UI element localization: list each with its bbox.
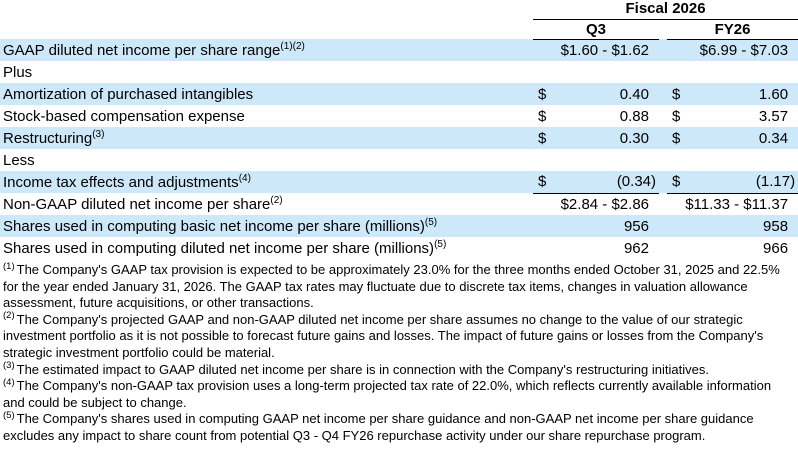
empty-cells (533, 149, 798, 171)
table-row (0, 193, 798, 215)
q3-value: $2.84 - $2.86 (560, 195, 649, 213)
footnote-reference: (4) (238, 172, 251, 184)
table-row (0, 105, 798, 127)
q3-value: $1.60 - $1.62 (533, 39, 659, 61)
header-spacer (0, 19, 533, 39)
row-label-text: Restructuring (3, 129, 93, 147)
footnote (3, 312, 795, 362)
row-label-text: Less (3, 151, 35, 169)
row-label (0, 215, 533, 237)
fy26-value: (1.17) (697, 171, 798, 193)
q3-value: 0.88 (619, 107, 649, 125)
footnote (3, 378, 795, 411)
column-header-q3: Q3 (533, 19, 659, 39)
footnote-text: The Company's projected GAAP and non-GAAP diluted net income per share assumes no change to the value of our strategic investment portfolio as it is not possible to forecast future gains and losses. The impact of future gains or losses from the Company's strategic investment portfolio could be material. (3, 311, 764, 360)
footnotes (0, 262, 798, 445)
footnote-number: (1) (3, 260, 15, 272)
footnote (3, 411, 795, 444)
column-gap (659, 171, 667, 193)
footnote-number: (4) (3, 376, 15, 388)
table-row (0, 171, 798, 193)
column-gap (659, 105, 667, 127)
row-label (0, 127, 533, 149)
footnote-text: The estimated impact to GAAP diluted net income per share is in connection with the Company's restructuring initiatives. (16, 361, 709, 377)
table-row (0, 127, 798, 149)
footnote-text: The Company's GAAP tax provision is expected to be approximately 23.0% for the three months ended October 31, 2025 and 22.5% for the year ended January 31, 2026. The GAAP tax rates may fluctuate due to discrete tax items, changes in valuation allowance assessment, future acquisitions, or other transactions. (3, 262, 780, 311)
fy26-value: 0.34 (697, 127, 798, 149)
row-label (0, 105, 533, 127)
q3-value: 0.30 (563, 127, 659, 149)
table-row (0, 215, 798, 237)
footnote-text: The Company's shares used in computing GAAP net income per share guidance and non-GAAP net income per share guidance excludes any impact to share count from potential Q3 - Q4 FY26 repurchase activity under our share repurchase program. (3, 411, 754, 443)
dollar-sign: $ (667, 171, 697, 193)
row-label-text: Amortization of purchased intangibles (3, 85, 254, 103)
footnote-reference: (3) (92, 128, 105, 140)
column-gap (659, 237, 667, 259)
row-label-text: Shares used in computing basic net income per share (millions) (3, 217, 425, 235)
footnote-text: The Company's non-GAAP tax provision uses a long-term projected tax rate of 22.0%, which reflects currently available information and could be subject to change. (3, 378, 772, 410)
row-label-text: Plus (3, 63, 33, 81)
fy26-value: $11.33 - $11.37 (685, 195, 789, 213)
dollar-sign: $ (667, 127, 697, 149)
dollar-sign: $ (533, 127, 563, 149)
fy26-value: 966 (763, 239, 789, 257)
footnote-number: (2) (3, 310, 15, 322)
footnote (3, 362, 795, 379)
table-row (0, 237, 798, 259)
row-label (0, 171, 533, 193)
table-row (0, 83, 798, 105)
row-label (0, 61, 533, 83)
table-row (0, 39, 798, 61)
column-gap (659, 19, 667, 39)
fy26-value: 3.57 (758, 107, 789, 125)
q3-value: 962 (623, 239, 649, 257)
row-label (0, 149, 533, 171)
row-label-text: Income tax effects and adjustments (3, 173, 239, 191)
footnote-number: (5) (3, 410, 15, 422)
dollar-sign: $ (533, 83, 563, 105)
empty-cells (533, 61, 798, 83)
column-gap (659, 127, 667, 149)
table-header (0, 0, 798, 39)
table-body (0, 39, 798, 259)
row-label (0, 39, 533, 61)
fy26-value: 958 (667, 215, 798, 237)
dollar-sign: $ (672, 107, 681, 125)
footnote-reference: (5) (434, 238, 447, 250)
q3-value: 0.40 (563, 83, 659, 105)
footnote-reference: (5) (424, 216, 438, 228)
footnote (3, 262, 795, 312)
column-gap (659, 215, 667, 237)
q3-value: (0.34) (563, 171, 659, 193)
table-row (0, 149, 798, 171)
fy26-value: 1.60 (697, 83, 798, 105)
footnote-number: (3) (3, 360, 15, 372)
q3-value: 956 (533, 215, 659, 237)
fy26-value: $6.99 - $7.03 (667, 39, 798, 61)
column-header-fy26: FY26 (667, 19, 798, 39)
footnote-reference: (1)(2) (280, 40, 305, 52)
header-spacer (0, 0, 533, 19)
row-label-text: Non-GAAP diluted net income per share (3, 195, 271, 213)
column-gap (659, 39, 667, 61)
row-label-text: GAAP diluted net income per share range (3, 41, 281, 59)
column-gap (659, 83, 667, 105)
row-label-text: Stock-based compensation expense (3, 107, 245, 125)
column-header-row (0, 19, 798, 39)
row-label (0, 237, 533, 259)
row-label (0, 193, 533, 215)
row-label (0, 83, 533, 105)
table-row (0, 61, 798, 83)
fiscal-year-header: Fiscal 2026 (533, 0, 798, 19)
dollar-sign: $ (667, 83, 697, 105)
dollar-sign: $ (533, 171, 563, 193)
dollar-sign: $ (538, 107, 547, 125)
row-label-text: Shares used in computing diluted net income per share (millions) (3, 239, 435, 257)
footnote-reference: (2) (270, 194, 283, 206)
fiscal-year-row (0, 0, 798, 19)
column-gap (659, 193, 667, 215)
